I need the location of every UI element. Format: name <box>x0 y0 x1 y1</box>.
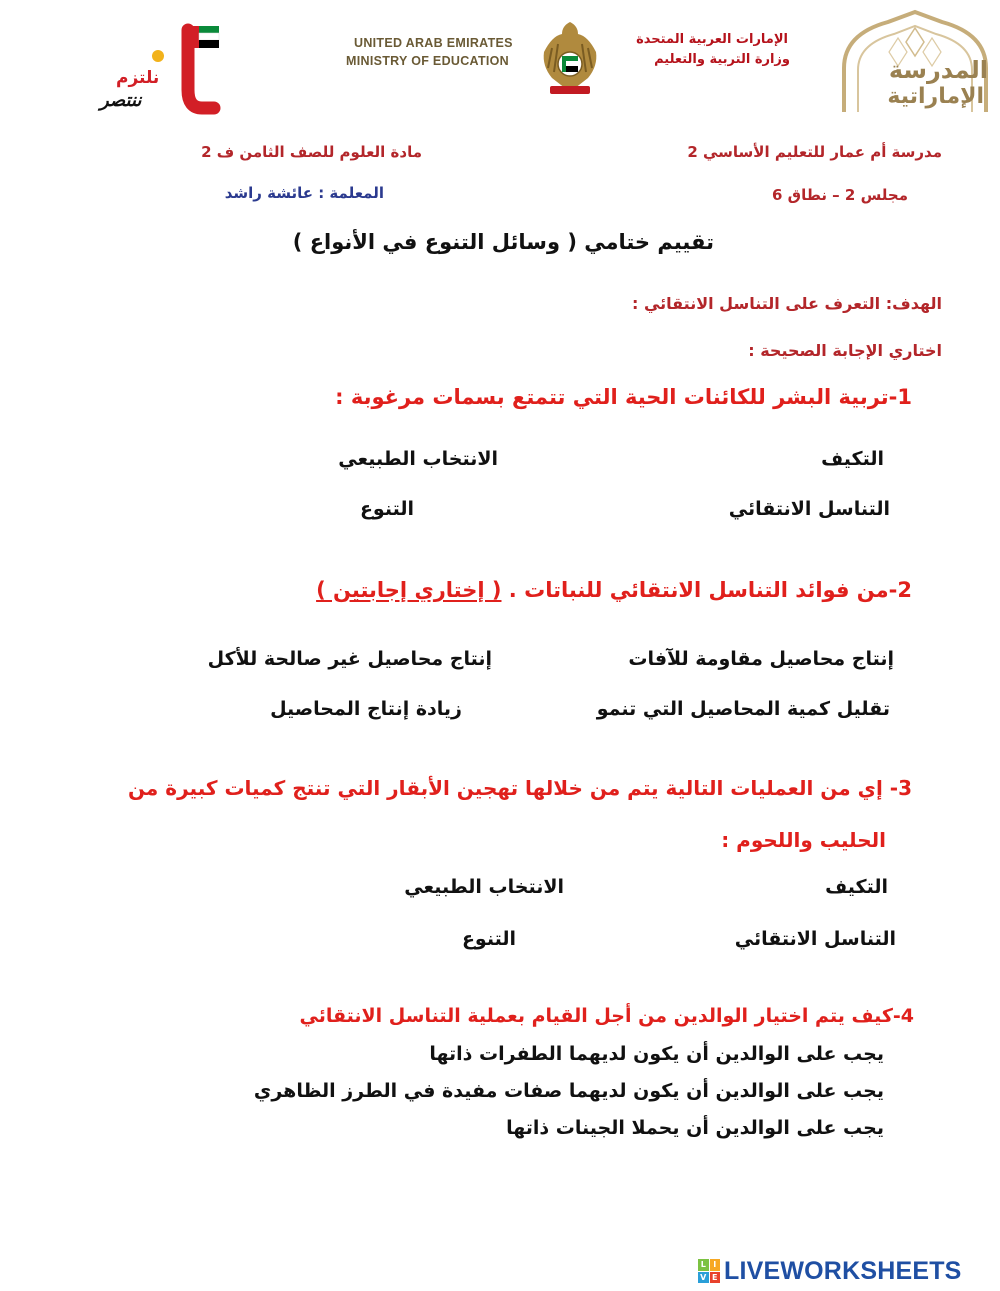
badge-letter-i: I <box>710 1259 721 1271</box>
school-logo-text2: الإماراتية <box>887 84 984 109</box>
ministry-en-line1: UNITED ARAB EMIRATES <box>354 36 513 50</box>
badge-letter-e: E <box>710 1272 721 1284</box>
q3-option-adaptation[interactable]: التكيف <box>825 876 888 898</box>
goal-text: الهدف: التعرف على التناسل الانتقائي : <box>631 294 942 313</box>
school-name: مدرسة أم عمار للتعليم الأساسي 2 <box>687 143 942 161</box>
question-4: 4-كيف يتم اختيار الوالدين من أجل القيام بعملية التناسل الانتقائي <box>299 1005 914 1027</box>
q1-option-selective-breeding[interactable]: التناسل الانتقائي <box>728 498 890 520</box>
school-logo <box>832 8 998 112</box>
council-range: مجلس 2 – نطاق 6 <box>772 186 908 204</box>
falcon-emblem-icon <box>538 18 602 98</box>
ministry-ar-line1: الإمارات العربية المتحدة <box>636 32 788 47</box>
q2-option-reduce-yield[interactable]: تقليل كمية المحاصيل التي تنمو <box>596 698 890 720</box>
slogan-line2: ننتصر <box>100 90 142 111</box>
badge-letter-v: V <box>698 1272 709 1284</box>
campaign-logo <box>92 20 227 120</box>
q1-option-natural-selection[interactable]: الانتخاب الطبيعي <box>338 448 498 470</box>
badge-letter-l: L <box>698 1259 709 1271</box>
question-2 <box>316 578 912 602</box>
question-2-note: ( إختاري إجابتين ) <box>316 578 502 602</box>
question-3-line2: الحليب واللحوم : <box>721 828 886 852</box>
q2-option-increase-yield[interactable]: زيادة إنتاج المحاصيل <box>270 698 462 720</box>
question-2-text: 2-من فوائد التناسل الانتقائي للنباتات . <box>508 578 912 602</box>
q3-option-selective-breeding[interactable]: التناسل الانتقائي <box>734 928 896 950</box>
subject-grade: مادة العلوم للصف الثامن ف 2 <box>201 143 422 161</box>
live-badge-icon <box>698 1259 720 1283</box>
liveworksheets-brand[interactable] <box>698 1256 962 1286</box>
q2-option-inedible[interactable]: إنتاج محاصيل غير صالحة للأكل <box>207 648 492 670</box>
uae-emblem <box>538 18 602 98</box>
question-3-line1: 3- إي من العمليات التالية يتم من خلالها تهجين الأبقار التي تنتج كميات كبيرة من <box>127 776 912 800</box>
q3-option-natural-selection[interactable]: الانتخاب الطبيعي <box>404 876 564 898</box>
ministry-ar-line2: وزارة التربية والتعليم <box>654 52 790 67</box>
q1-option-diversity[interactable]: التنوع <box>359 498 414 520</box>
ministry-en-line2: MINISTRY OF EDUCATION <box>346 54 510 68</box>
q4-option-same-mutations[interactable]: يجب على الوالدين أن يكون لديهما الطفرات ذاتها <box>429 1043 884 1065</box>
page-title: تقييم ختامي ( وسائل التنوع في الأنواع ) <box>292 230 714 254</box>
q4-option-useful-traits[interactable]: يجب على الوالدين أن يكون لديهما صفات مفيدة في الطرز الظاهري <box>253 1080 884 1102</box>
q4-option-same-genes[interactable]: يجب على الوالدين أن يحملا الجينات ذاتها <box>506 1117 884 1139</box>
teacher-name: المعلمة : عائشة راشد <box>224 184 384 202</box>
question-1: 1-تربية البشر للكائنات الحية التي تتمتع بسمات مرغوبة : <box>335 385 912 409</box>
school-logo-text1: المدرسة <box>888 56 988 84</box>
instruction-text: اختاري الإجابة الصحيحة : <box>748 341 942 360</box>
q2-option-pest-resistant[interactable]: إنتاج محاصيل مقاومة للآفات <box>628 648 894 670</box>
slogan-line1: نلتزم <box>116 68 160 88</box>
q3-option-diversity[interactable]: التنوع <box>461 928 516 950</box>
q1-option-adaptation[interactable]: التكيف <box>821 448 884 470</box>
brand-wordmark: LIVEWORKSHEETS <box>724 1256 962 1285</box>
